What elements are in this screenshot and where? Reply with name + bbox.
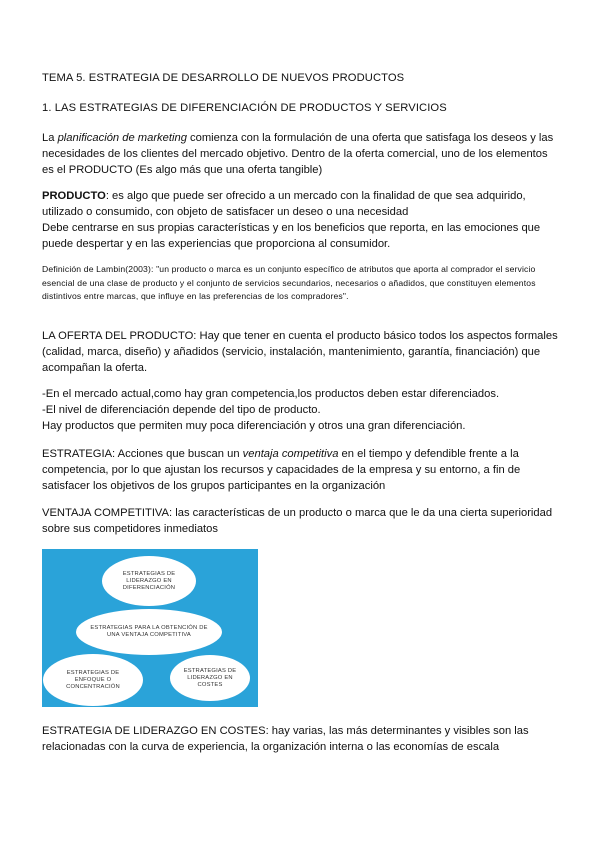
paragraph-producto — [42, 188, 562, 252]
paragraph-liderazgo-costes: ESTRATEGIA DE LIDERAZGO EN COSTES: hay varias, las más determinantes y visibles son las relacionadas con la curva de experiencia, la organización interna o las economías de escala — [42, 725, 529, 753]
document-title: TEMA 5. ESTRATEGIA DE DESARROLLO DE NUEVOS PRODUCTOS — [42, 72, 405, 84]
diagram-node-cost-leadership — [170, 655, 250, 701]
emphasis-text: planificación de marketing — [57, 132, 187, 144]
strategies-diagram — [42, 549, 258, 707]
text-run: en el tiempo y defendible frente a la competencia, por lo que ajustan los recursos y capacidades de la empresa y su entorno, a fin de satisfacer los objetivos de los grupos participantes en la organización — [42, 448, 521, 492]
text-run: ESTRATEGIA: Acciones que buscan un — [42, 448, 243, 460]
text-run: comienza con la formulación de una oferta que satisfaga los deseos y las necesidades de los clientes del mercado objetivo. Dentro de la oferta comercial, uno de los elementos es el PRODUCTO (Es algo más que una oferta tangible) — [42, 132, 554, 176]
node-label: ESTRATEGIAS DE ENFOQUE O CONCENTRACIÓN — [66, 669, 120, 690]
diagram-node-competitive-advantage — [76, 609, 222, 655]
text-run: La — [42, 132, 58, 144]
list-item: -En el mercado actual,como hay gran competencia,los productos deben estar diferenciados. — [42, 388, 500, 400]
section-heading: 1. LAS ESTRATEGIAS DE DIFERENCIACIÓN DE PRODUCTOS Y SERVICIOS — [42, 102, 447, 114]
node-label: ESTRATEGIAS PARA LA OBTENCIÓN DE UNA VENTAJA COMPETITIVA — [90, 625, 208, 638]
list-block — [42, 386, 562, 434]
paragraph-planificacion — [42, 130, 562, 178]
emphasis-text: ventaja competitiva — [242, 448, 339, 460]
list-item: Hay productos que permiten muy poca diferenciación y otros una gran diferenciación. — [42, 420, 466, 432]
diagram-node-focus — [43, 654, 143, 706]
paragraph-ventaja: VENTAJA COMPETITIVA: las características de un producto o marca que le da una cierta superioridad sobre sus competidores inmediatos — [42, 507, 553, 535]
bold-term: PRODUCTO — [42, 190, 106, 202]
list-item: -El nivel de diferenciación depende del tipo de producto. — [42, 404, 321, 416]
paragraph-estrategia — [42, 446, 562, 494]
text-run: Debe centrarse en sus propias características y en los beneficios que reporta, en las emociones que puede despertar y en las experiencias que proporciona al consumidor. — [42, 222, 541, 250]
text-run: : es algo que puede ser ofrecido a un mercado con la finalidad de que sea adquirido, utilizado o consumido, con objeto de satisfacer un deseo o una necesidad — [42, 190, 526, 218]
paragraph-oferta: LA OFERTA DEL PRODUCTO: Hay que tener en cuenta el producto básico todos los aspectos formales (calidad, marca, diseño) y añadidos (servicio, instalación, mantenimiento, garantía, financiación) que acompañan la oferta. — [42, 330, 558, 374]
definition-lambin: Definición de Lambin(2003): "un producto o marca es un conjunto específico de atributos que aporta al comprador el servicio esencial de una clase de producto y el conjunto de servicios secundarios, necesarios o añadidos, que constituyen elementos distintivos entre marcas, que influye en las preferencias de los compradores". — [42, 264, 536, 301]
node-label: ESTRATEGIAS DE LIDERAZGO EN COSTES — [183, 667, 237, 688]
node-label: ESTRATEGIAS DE LIDERAZGO EN DIFERENCIACIÓN — [122, 570, 176, 591]
diagram-node-differentiation — [102, 556, 196, 606]
